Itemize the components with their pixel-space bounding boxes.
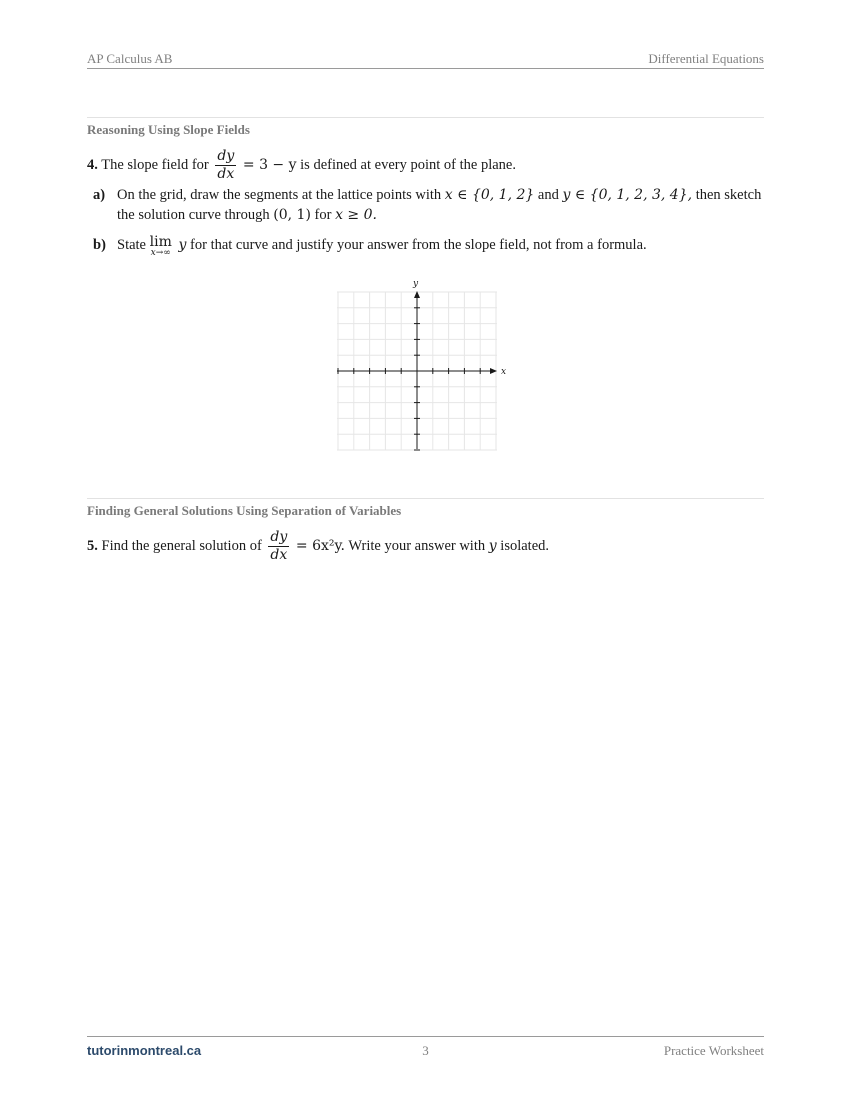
x-axis-label: x	[501, 367, 507, 377]
part-text: then sketch the solution curve through	[117, 187, 762, 223]
initial-point: (0, 1)	[273, 207, 311, 223]
question-4-part-b	[93, 235, 773, 258]
set-x: x ∈ {0, 1, 2}	[444, 187, 535, 203]
domain-condition: x ≥ 0.	[335, 207, 377, 223]
isolated-variable: y	[488, 537, 497, 554]
page-header	[87, 51, 764, 69]
footer-page-number: 3	[422, 1043, 429, 1058]
question-4-part-a	[93, 185, 773, 225]
question-number: 5.	[87, 537, 98, 554]
limit-expression	[150, 235, 172, 258]
part-text: State	[117, 237, 146, 253]
question-5	[87, 529, 767, 564]
question-text: Find the general solution of	[101, 537, 262, 554]
section-title-slope-fields: Reasoning Using Slope Fields	[87, 122, 250, 137]
part-label: b)	[93, 237, 106, 253]
fraction-numerator: dy	[270, 529, 288, 545]
limit-variable: y	[178, 237, 187, 253]
part-text: for that curve and justify your answer from the slope field, not from a formula.	[190, 237, 647, 253]
header-unit: Differential Equations	[648, 51, 764, 66]
equation-rhs: = 3 − y	[242, 156, 297, 173]
fraction-denominator: dx	[268, 546, 289, 564]
fraction-numerator: dy	[217, 148, 235, 164]
header-course: AP Calculus AB	[87, 51, 173, 66]
page-footer	[87, 1036, 764, 1059]
question-text: Write your answer with	[348, 537, 486, 554]
equation-rhs: = 6x²y.	[295, 537, 346, 554]
fraction-denominator: dx	[215, 165, 236, 183]
axis-ticks	[338, 308, 480, 450]
question-4	[87, 148, 767, 183]
y-axis-label: y	[413, 279, 419, 289]
question-number: 4.	[87, 156, 98, 173]
part-label: a)	[93, 187, 106, 203]
limit-word: lim	[149, 234, 172, 250]
footer-worksheet-label: Practice Worksheet	[663, 1043, 764, 1058]
coordinate-grid[interactable]	[325, 275, 525, 460]
section-divider	[87, 498, 764, 499]
limit-subscript: x→∞	[150, 248, 171, 258]
footer-website[interactable]: tutorinmontreal.ca	[87, 1043, 202, 1058]
part-text: and	[537, 187, 559, 203]
part-text: for	[314, 207, 332, 223]
derivative-fraction	[215, 148, 236, 183]
part-text: On the grid, draw the segments at the lattice points with	[117, 187, 442, 203]
section-divider	[87, 117, 764, 118]
section-title-separation: Finding General Solutions Using Separation of Variables	[87, 503, 402, 518]
question-text: isolated.	[500, 537, 550, 554]
set-y: y ∈ {0, 1, 2, 3, 4},	[562, 187, 693, 203]
derivative-fraction	[268, 529, 289, 564]
question-text: The slope field for	[101, 156, 209, 173]
question-text: is defined at every point of the plane.	[300, 156, 516, 173]
